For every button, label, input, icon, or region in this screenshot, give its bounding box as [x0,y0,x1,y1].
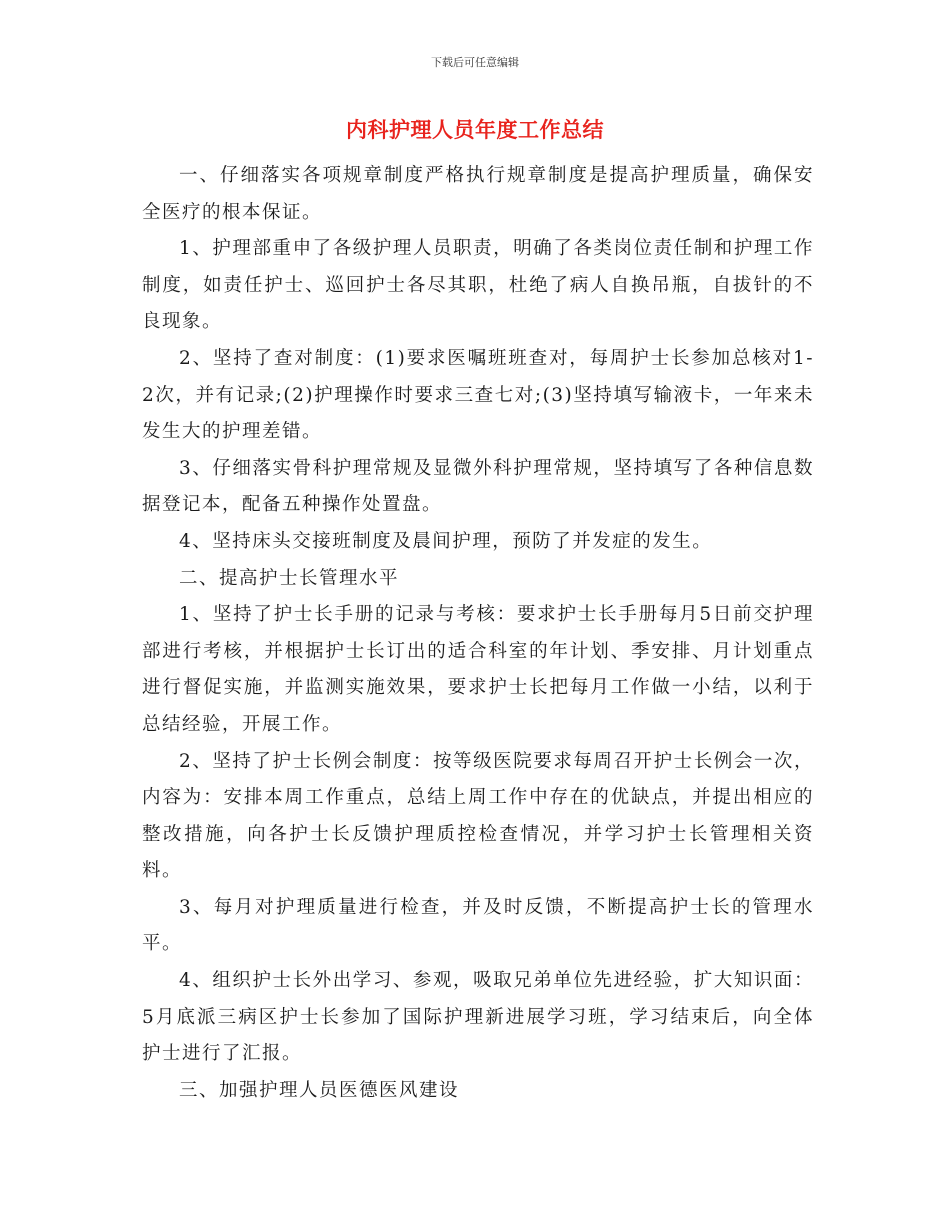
header-note: 下载后可任意编辑 [431,56,519,69]
paragraph-section-1-heading: 一、仔细落实各项规章制度严格执行规章制度是提高护理质量，确保安全医疗的根本保证。 [142,165,814,223]
document-title: 内科护理人员年度工作总结 [346,118,604,142]
paragraph: 1、护理部重申了各级护理人员职责，明确了各类岗位责任制和护理工作制度，如责任护士、巡回护士各尽其职，杜绝了病人自换吊瓶，自拔针的不良现象。 [142,238,814,333]
paragraph: 2、坚持了查对制度：(1)要求医嘱班班查对，每周护士长参加总核对1-2次，并有记录;(2)护理操作时要求三查七对;(3)坚持填写输液卡，一年来未发生大的护理差错。 [142,347,814,443]
paragraph: 2、坚持了护士长例会制度：按等级医院要求每周召开护士长例会一次，内容为：安排本周工作重点，总结上周工作中存在的优缺点，并提出相应的整改措施，向各护士长反馈护理质控检查情况，并学习护士长管理相关资料。 [142,750,814,882]
paragraph: 4、坚持床头交接班制度及晨间护理，预防了并发症的发生。 [179,530,713,552]
paragraph-section-3-heading: 三、加强护理人员医德医风建设 [179,1079,460,1101]
document-body [142,158,814,1109]
paragraph-section-2-heading: 二、提高护士长管理水平 [179,567,400,589]
paragraph: 1、坚持了护士长手册的记录与考核：要求护士长手册每月5日前交护理部进行考核，并根据护士长订出的适合科室的年计划、季安排、月计划重点进行督促实施，并监测实施效果，要求护士长把每月工作做一小结，以利于总结经验，开展工作。 [142,604,814,735]
paragraph: 3、仔细落实骨科护理常规及显微外科护理常规，坚持填写了各种信息数据登记本，配备五种操作处置盘。 [142,457,814,516]
paragraph: 3、每月对护理质量进行检查，并及时反馈，不断提高护士长的管理水平。 [142,896,814,955]
paragraph: 4、组织护士长外出学习、参观，吸取兄弟单位先进经验，扩大知识面：5月底派三病区护士长参加了国际护理新进展学习班，学习结束后，向全体护士进行了汇报。 [142,970,814,1065]
